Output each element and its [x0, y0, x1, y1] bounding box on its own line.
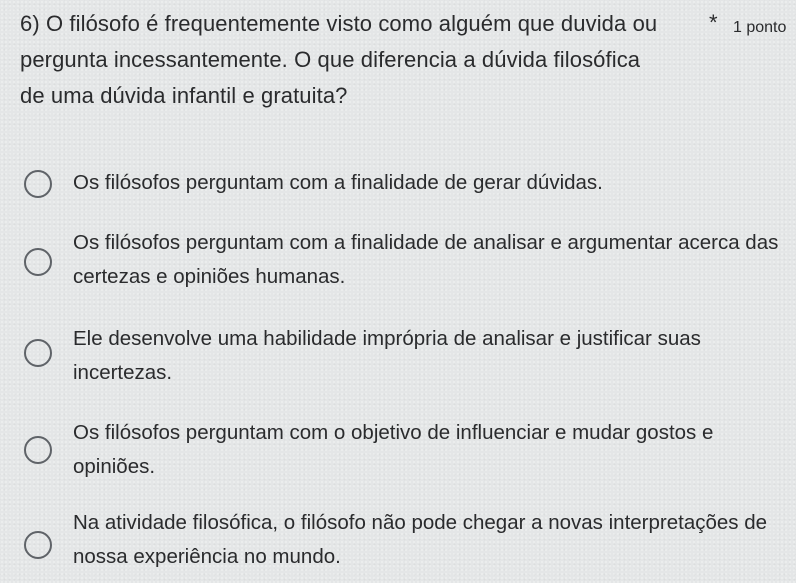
option-label: Na atividade filosófica, o filósofo não pode chegar a novas interpretações de nossa experiência no mundo. [73, 511, 768, 568]
radio-button-icon[interactable] [24, 436, 52, 464]
radio-button-icon[interactable] [24, 248, 52, 276]
radio-button-icon[interactable] [24, 531, 52, 559]
required-asterisk: * [709, 10, 718, 35]
points-label: 1 ponto [733, 19, 787, 36]
radio-button-icon[interactable] [24, 170, 52, 198]
question-title: 6) O filósofo é frequentemente visto como alguém que duvida ou pergunta incessantemente. O que diferencia a dúvida filosófica de uma dúvida infantil e gratuita? [20, 11, 658, 108]
option-label: Os filósofos perguntam com a finalidade de analisar e argumentar acerca das certezas e opiniões humanas. [73, 231, 779, 288]
option-label: Os filósofos perguntam com o objetivo de influenciar e mudar gostos e opiniões. [73, 421, 714, 478]
option-label: Os filósofos perguntam com a finalidade de gerar dúvidas. [73, 171, 603, 194]
radio-button-icon[interactable] [24, 339, 52, 367]
option-label: Ele desenvolve uma habilidade imprópria de analisar e justificar suas incertezas. [73, 327, 701, 384]
